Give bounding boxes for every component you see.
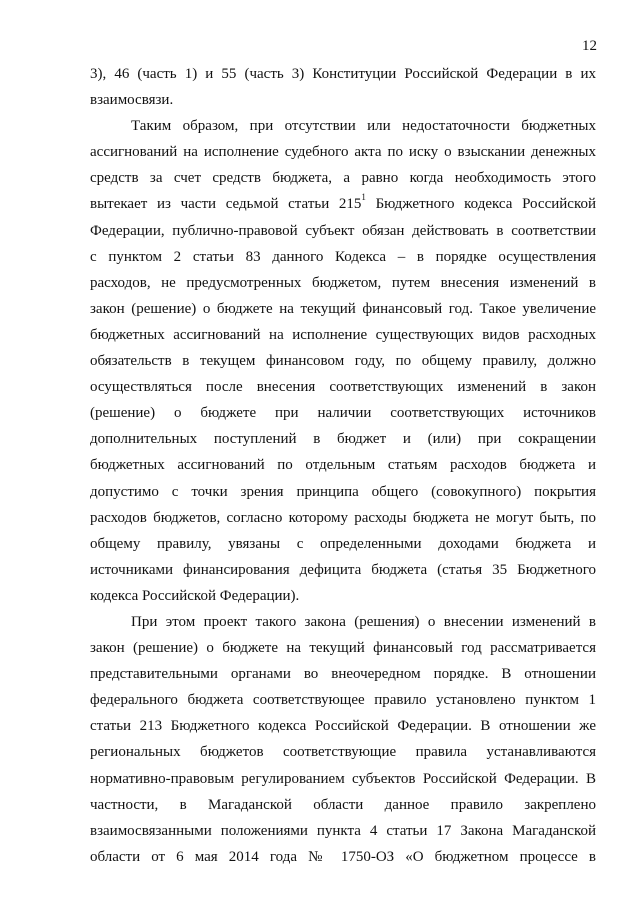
text-line: осуществляться после внесения соответствующих изменений в закон: [90, 379, 596, 396]
text-line: федерального бюджета соответствующее правило установлено пунктом 1: [90, 692, 596, 709]
text-line: взаимосвязи.: [90, 92, 174, 109]
text-line: расходов бюджетов, согласно которому расходы бюджета не могут быть, по: [90, 509, 596, 526]
line-text-before-superscript: вытекает из части седьмой статьи 215: [90, 196, 362, 213]
document-body: [90, 61, 596, 870]
text-line: обязательств в текущем финансовом году, по общему правилу, должно: [90, 353, 596, 370]
text-line: допустимо с точки зрения принципа общего (совокупного) покрытия: [90, 483, 596, 500]
text-line: источниками финансирования дефицита бюджета (статья 35 Бюджетного: [90, 561, 596, 578]
text-line: общему правилу, увязаны с определенными доходами бюджета и: [90, 535, 596, 552]
text-line-with-footnote: [90, 191, 596, 217]
superscript-number: 1: [361, 192, 366, 203]
text-line: взаимосвязанными положениями пункта 4 статьи 17 Закона Магаданской: [90, 822, 596, 839]
text-line: с пунктом 2 статьи 83 данного Кодекса – в порядке осуществления: [90, 248, 596, 265]
text-line: дополнительных поступлений в бюджет и (или) при сокращении: [90, 431, 596, 448]
text-line: представительными органами во внеочередном порядке. В отношении: [90, 666, 596, 683]
paragraph-first-line: Таким образом, при отсутствии или недостаточности бюджетных: [131, 118, 596, 135]
paragraph-first-line: При этом проект такого закона (решения) о внесении изменений в: [131, 613, 596, 630]
line-text-after-superscript: Бюджетного кодекса Российской: [365, 196, 596, 213]
text-line: области от 6 мая 2014 года № 1750-ОЗ «О бюджетном процессе в: [90, 848, 596, 865]
text-line: Федерации, публично-правовой субъект обязан действовать в соответствии: [90, 222, 596, 239]
text-line: кодекса Российской Федерации).: [90, 587, 300, 604]
text-line: бюджетных ассигнований по отдельным статьям расходов бюджета и: [90, 457, 596, 474]
text-line: частности, в Магаданской области данное правило закреплено: [90, 796, 596, 813]
page-number: 12: [582, 38, 597, 54]
text-line: нормативно-правовым регулированием субъектов Российской Федерации. В: [90, 770, 596, 787]
text-line: статьи 213 Бюджетного кодекса Российской Федерации. В отношении же: [90, 718, 596, 735]
text-line: средств за счет средств бюджета, а равно когда необходимость этого: [90, 170, 596, 187]
text-line: закон (решение) о бюджете на текущий финансовый год. Такое увеличение: [90, 300, 596, 317]
text-line: 3), 46 (часть 1) и 55 (часть 3) Конституции Российской Федерации в их: [90, 66, 596, 82]
text-line: региональных бюджетов соответствующие правила устанавливаются: [90, 744, 596, 761]
text-line: бюджетных ассигнований на исполнение существующих видов расходных: [90, 326, 596, 343]
text-line: расходов, не предусмотренных бюджетом, путем внесения изменений в: [90, 274, 596, 291]
text-line: закон (решение) о бюджете на текущий финансовый год рассматривается: [90, 640, 596, 657]
text-line: ассигнований на исполнение судебного акта по иску о взыскании денежных: [90, 144, 596, 161]
text-line: (решение) о бюджете при наличии соответствующих источников: [90, 405, 596, 422]
